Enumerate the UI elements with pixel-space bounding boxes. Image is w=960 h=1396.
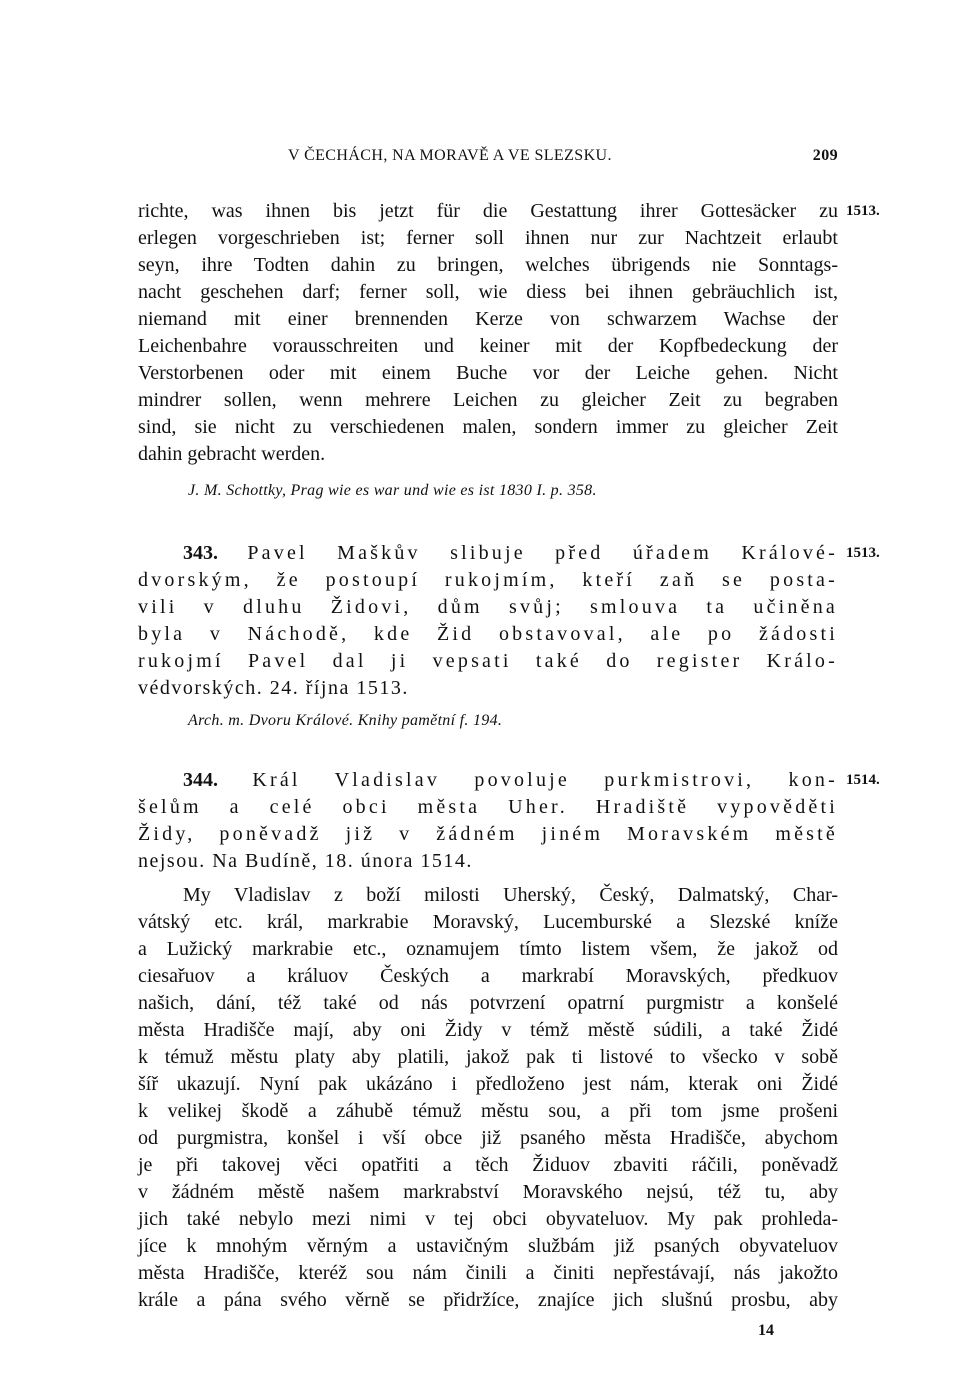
margin-year: 1513. [846, 545, 880, 561]
text-line: niemand mit einer brennenden Kerze von schwarzem Wachse der [138, 308, 838, 330]
page-number: 209 [812, 147, 838, 164]
regest-line: šelům a celé obci města Uher. Hradiště vypověděti [138, 796, 838, 818]
margin-year: 1514. [846, 772, 880, 788]
document-343-regest [138, 540, 880, 702]
text-line: vátský etc. král, markrabie Moravský, Lucemburské a Slezské kníže [138, 911, 838, 933]
running-title: V ČECHÁCH, NA MORAVĚ A VE SLEZSKU. [288, 147, 612, 164]
text-line: mindrer sollen, wenn mehrere Leichen zu gleicher Zeit zu begraben [138, 389, 838, 411]
text-line: richte, was ihnen bis jetzt für die Gestattung ihrer Gottesäcker zu 1513. [138, 198, 838, 225]
text-line: města Hradišče, kteréž sou nám činili a činiti nepřestávají, nás jakožto [138, 1262, 838, 1284]
regest-line: byla v Náchodě, kde Žid obstavoval, ale po žádosti [138, 623, 838, 645]
document-344-regest [138, 767, 880, 875]
regest-line: vili v dluhu Židovi, dům svůj; smlouva ta učiněna [138, 596, 838, 618]
text-line: nacht geschehen darf; ferner soll, wie diess bei ihnen gebräuchlich ist, [138, 281, 838, 303]
text-line: jíce k mnohým věrným a ustavičným službám již psaných obyvateluov [138, 1235, 838, 1257]
text-line: Leichenbahre vorausschreiten und keiner mit der Kopfbedeckung der [138, 335, 838, 357]
regest-line: dvorským, že postoupí rukojmím, kteří zaň se posta- [138, 569, 838, 591]
text-line: k témuž městu platy aby platili, jakož pak ti listové to všecko v sobě [138, 1046, 838, 1068]
regest-line: Židy, poněvadž již v žádném jiném Moravském městě [138, 823, 838, 845]
text-line: k velikej škodě a záhubě témuž městu sou, a při tom jsme prošeni [138, 1100, 838, 1122]
text-line: My Vladislav z boží milosti Uherský, Český, Dalmatský, Char- [183, 884, 838, 906]
document-number: 344. [183, 769, 218, 791]
signature-mark: 14 [758, 1322, 774, 1339]
regest-line: védvorských. 24. října 1513. [138, 677, 409, 699]
document-number: 343. [183, 542, 218, 564]
continuation-text [138, 198, 880, 468]
text-line: města Hradišče mají, aby oni Židy v témž městě súdili, a také Židé [138, 1019, 838, 1041]
text-line: dahin gebracht werden. [138, 443, 326, 465]
text-line: od purgmistra, konšel i vší obce již psaného města Hradišče, abychom [138, 1127, 838, 1149]
text-line: Verstorbenen oder mit einem Buche vor der Leiche gehen. Nicht [138, 362, 838, 384]
text-line: erlegen vorgeschrieben ist; ferner soll ihnen nur zur Nachtzeit erlaubt [138, 227, 838, 249]
text-line: seyn, ihre Todten dahin zu bringen, welches übrigends nie Sonntags- [138, 254, 838, 276]
regest-line: nejsou. Na Budíně, 18. února 1514. [138, 850, 473, 872]
regest-line: 344. Král Vladislav povoluje purkmistrovi, kon- 1514. [138, 767, 838, 794]
text-line: krále a pána svého věrně se přidržíce, znajíce jich slušnú prosbu, aby [138, 1289, 838, 1311]
text-line: sind, sie nicht zu verschiedenen malen, sondern immer zu gleicher Zeit [138, 416, 838, 438]
text-line: je při takovej věci opatřiti a těch Židuov zbaviti ráčili, poněvadž [138, 1154, 838, 1176]
text-line: ciesařuov a králuov Českých a markrabí Moravských, předkuov [138, 965, 838, 987]
text-line: v žádném městě našem markrabství Moravského nejsú, též tu, aby [138, 1181, 838, 1203]
document-344-text [138, 882, 838, 1314]
margin-year: 1513. [846, 203, 880, 219]
text-line: a Lužický markrabie etc., oznamujem tímto listem všem, že jakož od [138, 938, 838, 960]
source-citation: Arch. m. Dvoru Králové. Knihy pamětní f. 194. [188, 712, 503, 729]
regest-line: 343. Pavel Maškův slibuje před úřadem Králové- 1513. [138, 540, 838, 567]
text-line: jich také nebylo mezi nimi v tej obci obyvateluov. My pak prohleda- [138, 1208, 838, 1230]
regest-line: rukojmí Pavel dal ji vepsati také do register Králo- [138, 650, 838, 672]
text-line: šíř ukazují. Nyní pak ukázáno i předloženo jest nám, kterak oni Židé [138, 1073, 838, 1095]
source-citation: J. M. Schottky, Prag wie es war und wie es ist 1830 I. p. 358. [188, 482, 597, 499]
text-line: našich, dání, též také od nás potvrzení opatrní purgmistr a konšelé [138, 992, 838, 1014]
